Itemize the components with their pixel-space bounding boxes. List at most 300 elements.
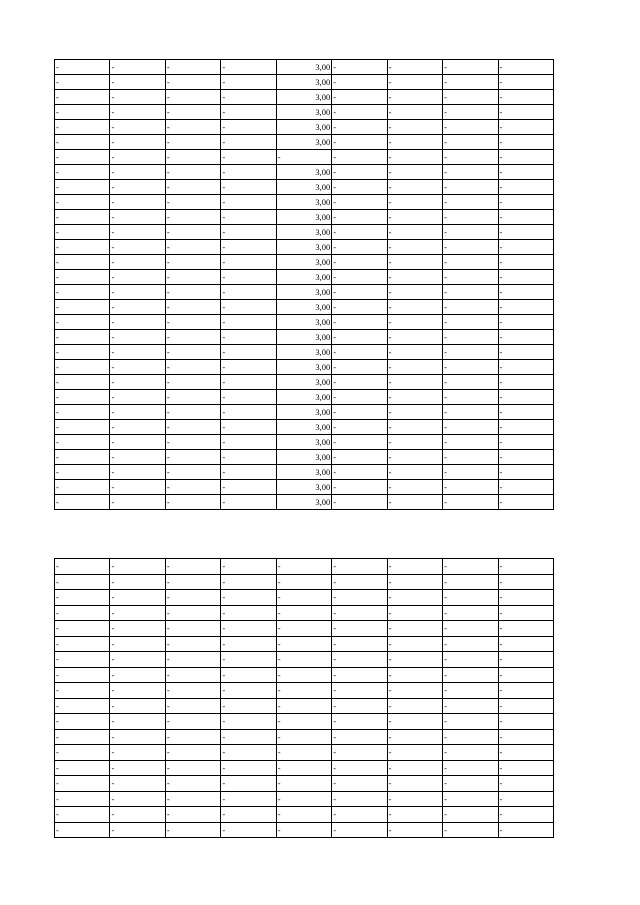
table-row [55,345,554,360]
table-cell: - [165,559,220,575]
table-cell: - [276,745,331,761]
table-cell: - [332,420,387,435]
table-cell: - [443,360,498,375]
table-cell: - [443,240,498,255]
table-cell: - [221,435,276,450]
table-cell: - [55,240,110,255]
table-cell: - [498,105,554,120]
table-cell: 3,00 [276,465,331,480]
table-cell: - [221,652,276,668]
table-cell: - [221,105,276,120]
table-cell: - [110,360,165,375]
table-cell: - [387,495,442,510]
table-cell: - [110,574,165,590]
table-cell: - [55,105,110,120]
table-cell: - [332,480,387,495]
table-cell: - [55,745,110,761]
table-cell: - [443,150,498,165]
table-cell: - [387,255,442,270]
table-cell: - [387,225,442,240]
table-cell: - [221,590,276,606]
table-cell: - [498,405,554,420]
table-cell: - [387,435,442,450]
table-cell: - [165,405,220,420]
table-cell: - [55,255,110,270]
table-cell: - [443,90,498,105]
table-row [55,240,554,255]
table-cell: - [276,636,331,652]
table-cell: - [165,807,220,823]
table-row [55,75,554,90]
table-row [55,405,554,420]
table-cell: - [165,791,220,807]
table-row [55,330,554,345]
table-cell: - [221,822,276,838]
table-row [55,605,554,621]
table-cell: - [221,300,276,315]
table-cell: - [387,345,442,360]
table-cell: - [498,420,554,435]
table-cell: - [332,90,387,105]
table-cell: - [443,683,498,699]
table-cell: - [443,574,498,590]
table-cell: - [498,450,554,465]
table-cell: - [443,390,498,405]
table-cell: - [332,285,387,300]
table-cell: - [332,105,387,120]
table-cell: - [55,210,110,225]
table-cell: - [276,714,331,730]
table-cell: - [443,330,498,345]
table-cell: - [498,574,554,590]
table-cell: - [498,791,554,807]
table-cell: - [55,574,110,590]
table-cell: - [221,315,276,330]
table-cell: - [110,240,165,255]
table-cell: - [110,698,165,714]
table-row [55,683,554,699]
table-cell: - [332,807,387,823]
table-cell: - [55,345,110,360]
table-cell: - [110,390,165,405]
table-cell: - [387,559,442,575]
table-cell: - [498,300,554,315]
table-cell: - [332,195,387,210]
table-cell: - [221,120,276,135]
table-cell: - [498,60,554,75]
table-cell: - [110,135,165,150]
table-row [55,450,554,465]
table-cell: - [165,300,220,315]
table-row [55,270,554,285]
table-cell: 3,00 [276,375,331,390]
table-row [55,729,554,745]
table-row [55,375,554,390]
table-cell: - [221,605,276,621]
table-cell: - [498,760,554,776]
table-cell: - [165,60,220,75]
table-cell: - [443,636,498,652]
table-cell: 3,00 [276,120,331,135]
table-cell: - [165,360,220,375]
table-cell: - [332,255,387,270]
table-cell: - [55,683,110,699]
table-cell: - [221,345,276,360]
table-cell: 3,00 [276,300,331,315]
table-cell: - [55,667,110,683]
table-cell: - [387,760,442,776]
table-cell: - [221,375,276,390]
table-cell: - [221,90,276,105]
table-cell: - [443,621,498,637]
table-cell: - [110,255,165,270]
table-cell: - [498,636,554,652]
table-cell: 3,00 [276,255,331,270]
table-cell: 3,00 [276,195,331,210]
table-cell: - [443,210,498,225]
table-cell: - [332,636,387,652]
table-cell: - [221,480,276,495]
table-cell: - [498,315,554,330]
table-cell: - [276,698,331,714]
table-cell: - [498,729,554,745]
table-row [55,285,554,300]
table-cell: - [165,270,220,285]
table-cell: - [55,776,110,792]
table-cell: - [276,652,331,668]
table-cell: - [110,683,165,699]
table-row [55,300,554,315]
table-cell: - [498,75,554,90]
table-cell: - [110,315,165,330]
table-cell: - [110,652,165,668]
table-cell: - [387,776,442,792]
table-cell: - [110,180,165,195]
table-cell: - [110,480,165,495]
table-cell: - [55,150,110,165]
top-data-table [54,59,554,510]
table-cell: - [443,300,498,315]
table-cell: - [221,150,276,165]
table-cell: - [387,90,442,105]
table-cell: - [165,698,220,714]
table-cell: - [498,590,554,606]
table-cell: - [332,822,387,838]
table-cell: - [332,729,387,745]
table-cell: - [332,714,387,730]
table-cell: - [332,450,387,465]
table-cell: - [221,165,276,180]
table-cell: - [221,390,276,405]
table-cell: - [443,120,498,135]
table-row [55,435,554,450]
table-cell: - [55,300,110,315]
table-cell: - [332,375,387,390]
table-cell: - [332,667,387,683]
table-cell: - [443,105,498,120]
table-cell: - [55,90,110,105]
table-cell: - [332,390,387,405]
table-cell: - [443,714,498,730]
table-cell: - [332,135,387,150]
table-row [55,390,554,405]
table-cell: - [221,60,276,75]
table-cell: - [498,683,554,699]
table-cell: - [221,667,276,683]
table-cell: - [443,255,498,270]
table-cell: - [165,760,220,776]
table-cell: - [276,559,331,575]
table-cell: - [387,360,442,375]
table-cell: - [498,165,554,180]
table-cell: - [332,360,387,375]
table-cell: - [387,300,442,315]
table-cell: - [165,636,220,652]
table-cell: - [332,559,387,575]
table-row [55,120,554,135]
table-cell: - [332,791,387,807]
table-cell: - [332,621,387,637]
table-cell: - [221,240,276,255]
table-cell: - [55,405,110,420]
table-cell: - [110,450,165,465]
table-cell: - [165,495,220,510]
table-cell: - [276,791,331,807]
table-cell: - [276,150,331,165]
table-cell: - [498,330,554,345]
table-cell: - [498,480,554,495]
table-cell: - [498,390,554,405]
table-cell: - [443,590,498,606]
table-cell: - [221,75,276,90]
table-row [55,714,554,730]
table-cell: - [276,760,331,776]
table-cell: - [443,450,498,465]
table-cell: - [110,791,165,807]
table-cell: - [387,150,442,165]
table-cell: - [443,791,498,807]
table-cell: - [165,683,220,699]
table-cell: - [165,590,220,606]
table-cell: - [387,135,442,150]
table-cell: - [55,714,110,730]
table-cell: - [332,75,387,90]
table-cell: - [276,822,331,838]
table-cell: - [498,285,554,300]
table-cell: - [165,420,220,435]
table-cell: - [110,210,165,225]
table-cell: - [276,667,331,683]
table-cell: - [498,345,554,360]
table-cell: 3,00 [276,450,331,465]
table-cell: - [165,150,220,165]
table-cell: - [498,210,554,225]
table-cell: - [443,698,498,714]
table-cell: - [165,667,220,683]
table-cell: - [55,621,110,637]
table-cell: - [443,420,498,435]
table-cell: - [387,574,442,590]
table-row [55,667,554,683]
table-cell: - [110,60,165,75]
table-cell: - [498,255,554,270]
table-cell: - [387,330,442,345]
table-cell: - [443,225,498,240]
table-cell: - [498,621,554,637]
table-cell: - [110,605,165,621]
table-cell: - [221,285,276,300]
table-row [55,822,554,838]
table-cell: - [443,745,498,761]
table-cell: - [387,667,442,683]
table-cell: 3,00 [276,270,331,285]
table-cell: - [221,698,276,714]
table-cell: - [498,375,554,390]
table-cell: - [332,270,387,285]
table-cell: - [110,165,165,180]
table-cell: - [332,330,387,345]
table-cell: - [221,360,276,375]
table-row [55,745,554,761]
table-cell: - [332,165,387,180]
table-cell: - [387,420,442,435]
table-row [55,636,554,652]
table-row [55,420,554,435]
table-cell: - [498,698,554,714]
table-cell: - [332,240,387,255]
table-row [55,807,554,823]
table-cell: - [55,120,110,135]
table-cell: - [165,435,220,450]
table-row [55,255,554,270]
table-cell: - [55,698,110,714]
table-cell: - [443,60,498,75]
table-cell: - [165,345,220,360]
table-cell: - [165,714,220,730]
table-cell: - [276,683,331,699]
table-cell: - [55,605,110,621]
table-cell: - [276,605,331,621]
table-cell: - [332,300,387,315]
table-cell: - [110,729,165,745]
table-cell: - [110,300,165,315]
table-cell: - [387,315,442,330]
table-cell: - [221,714,276,730]
table-cell: - [443,465,498,480]
table-cell: - [332,605,387,621]
table-cell: - [498,465,554,480]
table-cell: - [110,776,165,792]
table-cell: - [276,729,331,745]
table-cell: - [221,210,276,225]
table-row [55,559,554,575]
table-cell: - [443,760,498,776]
table-cell: - [55,390,110,405]
table-cell: - [498,90,554,105]
table-cell: - [498,495,554,510]
table-cell: - [110,621,165,637]
table-cell: - [498,822,554,838]
table-cell: - [387,745,442,761]
table-cell: - [387,195,442,210]
table-cell: - [498,195,554,210]
table-cell: - [443,729,498,745]
table-cell: - [221,621,276,637]
table-cell: - [387,480,442,495]
table-cell: - [55,652,110,668]
table-cell: - [387,698,442,714]
table-cell: - [221,776,276,792]
table-cell: - [332,776,387,792]
table-cell: - [276,807,331,823]
table-cell: - [498,776,554,792]
table-cell: - [165,90,220,105]
table-cell: - [221,559,276,575]
table-cell: - [110,270,165,285]
table-cell: - [276,590,331,606]
table-cell: 3,00 [276,330,331,345]
table-cell: - [165,165,220,180]
table-cell: - [221,330,276,345]
table-row [55,180,554,195]
table-cell: - [387,285,442,300]
table-cell: - [55,195,110,210]
table-cell: - [110,745,165,761]
table-cell: - [165,135,220,150]
table-cell: - [55,450,110,465]
table-cell: - [332,345,387,360]
table-cell: - [387,375,442,390]
table-cell: - [387,590,442,606]
table-cell: - [55,135,110,150]
table-cell: - [110,150,165,165]
table-cell: - [55,375,110,390]
table-cell: - [55,315,110,330]
table-cell: - [110,714,165,730]
table-cell: - [332,405,387,420]
table-cell: - [332,574,387,590]
table-cell: - [165,75,220,90]
table-cell: - [55,559,110,575]
table-cell: - [443,345,498,360]
table-cell: - [55,225,110,240]
table-cell: - [110,590,165,606]
table-cell: - [55,807,110,823]
table-row [55,150,554,165]
top-table-body [55,60,554,510]
table-cell: - [387,240,442,255]
table-row [55,225,554,240]
table-cell: - [55,60,110,75]
table-cell: 3,00 [276,480,331,495]
table-cell: - [221,495,276,510]
table-cell: - [443,822,498,838]
bottom-table-body [55,559,554,838]
table-row [55,315,554,330]
table-cell: 3,00 [276,435,331,450]
table-cell: - [332,745,387,761]
table-cell: 3,00 [276,75,331,90]
table-cell: - [498,240,554,255]
table-cell: - [498,807,554,823]
table-cell: - [387,210,442,225]
table-cell: 3,00 [276,345,331,360]
table-cell: - [498,559,554,575]
table-cell: - [387,683,442,699]
table-cell: - [443,180,498,195]
table-cell: - [110,435,165,450]
table-cell: - [387,714,442,730]
